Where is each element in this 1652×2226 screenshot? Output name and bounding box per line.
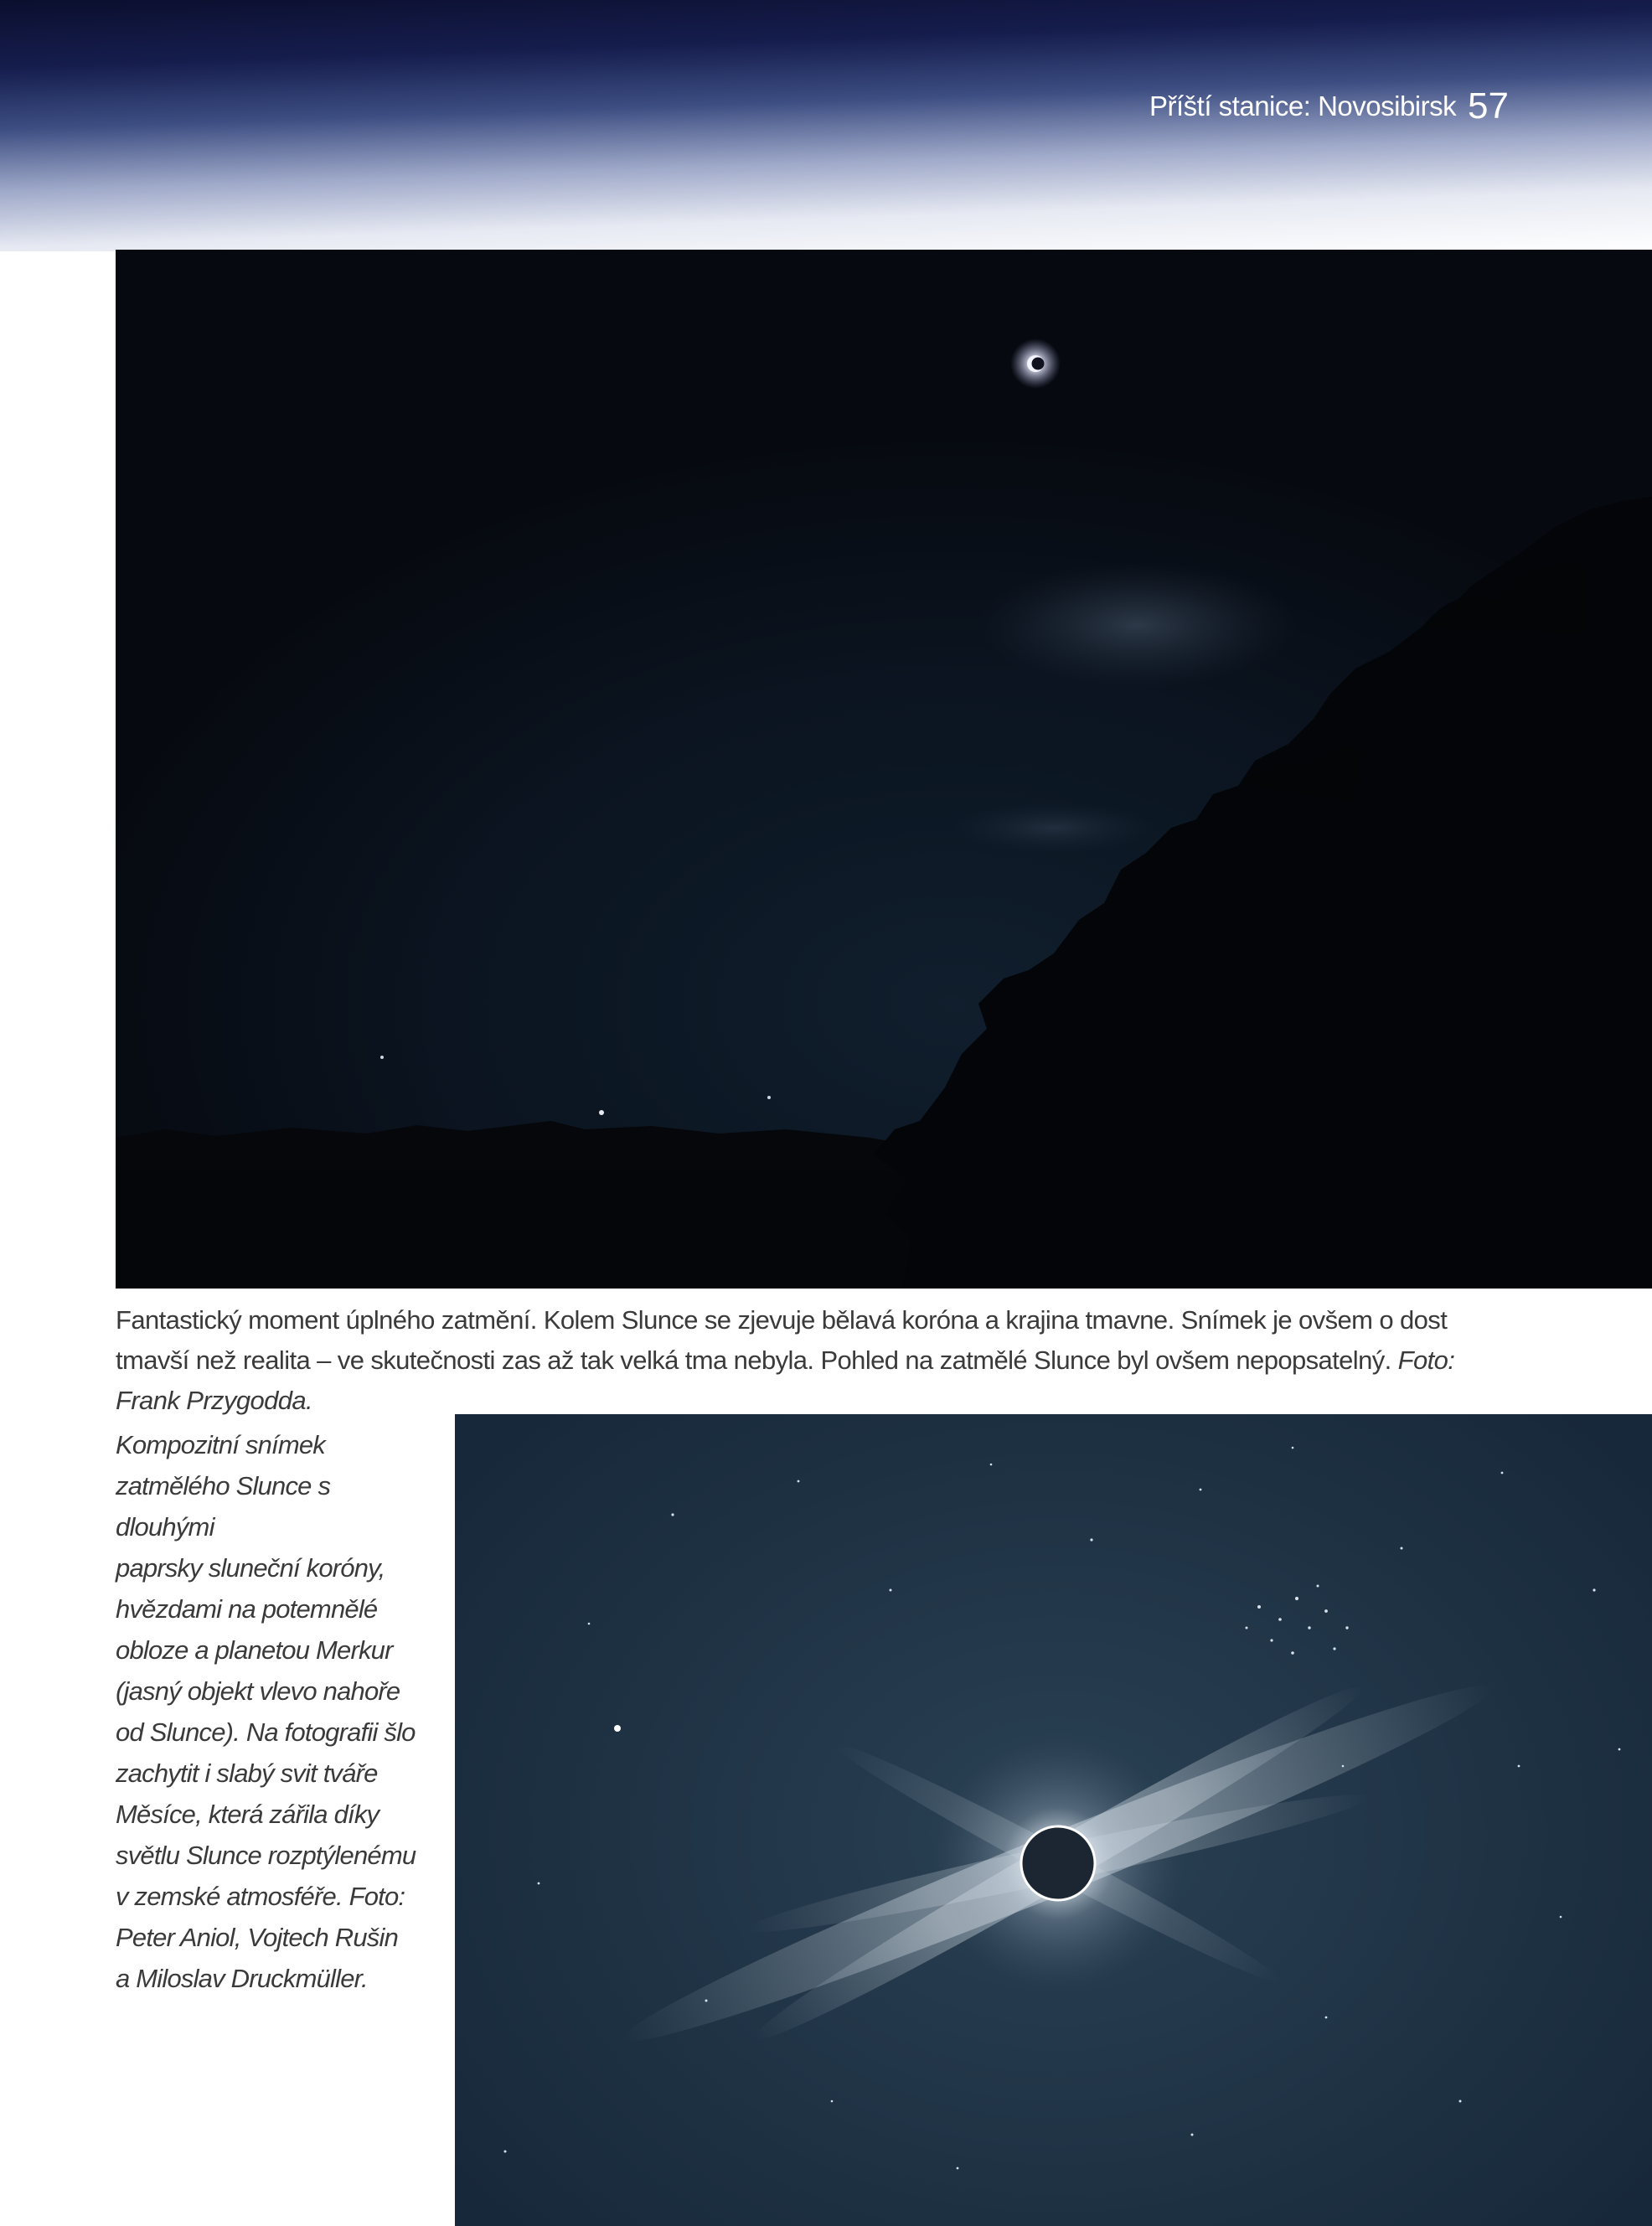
eclipse-landscape-photo xyxy=(116,250,1652,1289)
page-number: 57 xyxy=(1468,85,1509,127)
photo-caption-side: Kompozitní snímek zatmělého Slunce s dlouhými paprsky sluneční koróny, hvězdami na potemnělé obloze a planetou Merkur (jasný objekt vlevo nahoře od Slunce). Na fotografii šlo zachytit i slabý svit tváře Měsíce, která zářila díky světlu Slunce rozptýlenému v zemské atmosféře. Foto: Peter Aniol, Vojtech Rušin a Miloslav Druckmüller. xyxy=(116,1430,416,1993)
moon-disk xyxy=(1021,1826,1095,1900)
photo-caption-main xyxy=(116,1300,1506,1421)
running-head: Příští stanice: Novosibirsk xyxy=(1149,90,1457,121)
caption-credit: Foto: Frank Przygodda. xyxy=(116,1345,1455,1415)
caption-text: Fantastický moment úplného zatmění. Kolem Slunce se zjevuje bělavá koróna a krajina tmavne. Snímek je ovšem o dost tmavší než realita – ve skutečnosti zas až tak velká tma nebyla. Pohled na zatmělé Slunce byl ovšem nepopsatelný. xyxy=(116,1305,1448,1375)
eclipse-corona-photo xyxy=(455,1414,1652,2226)
moon-disk xyxy=(1032,358,1045,370)
cloud-shape xyxy=(978,562,1297,688)
header-gradient-band xyxy=(0,0,1652,251)
mercury-planet xyxy=(614,1725,621,1732)
